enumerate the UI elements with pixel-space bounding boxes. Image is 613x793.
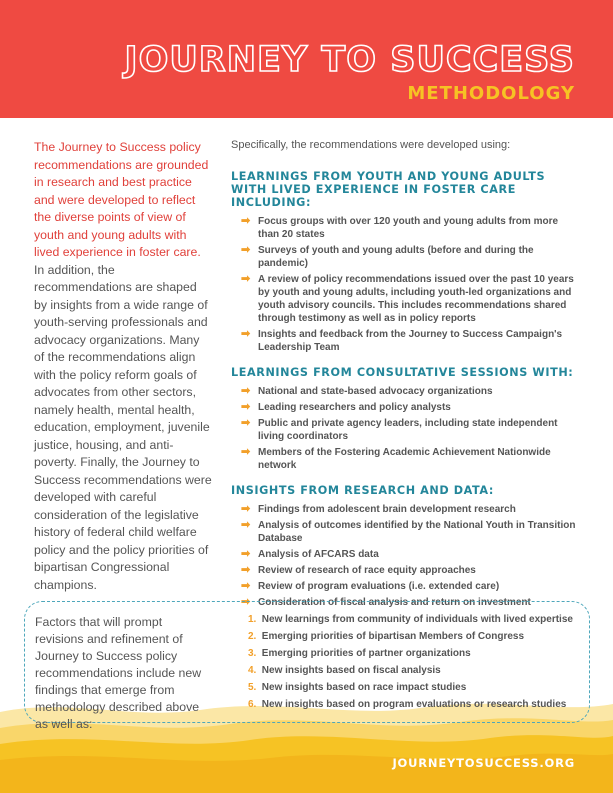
section-heading-research: INSIGHTS FROM RESEARCH AND DATA: — [231, 484, 494, 497]
arrow-right-icon: ➡ — [241, 596, 251, 608]
list-item: ➡ Analysis of AFCARS data — [241, 548, 379, 560]
arrow-right-icon: ➡ — [241, 244, 251, 256]
arrow-right-icon: ➡ — [241, 446, 251, 458]
section-heading-youth: LEARNINGS FROM YOUTH AND YOUNG ADULTS WITH LIVED EXPERIENCE IN FOSTER CARE INCLUDING: — [231, 170, 546, 209]
section-list-youth — [231, 215, 581, 354]
list-item: ➡ Review of program evaluations (i.e. extended care) — [241, 580, 500, 592]
website-link[interactable]: JOURNEYTOSUCCESS.ORG — [392, 756, 575, 770]
list-item: ➡ Consideration of fiscal analysis and return on investment — [241, 596, 531, 608]
arrow-right-icon: ➡ — [241, 564, 251, 576]
section-list-research — [231, 503, 581, 609]
list-item: ➡ Surveys of youth and young adults (before and during the pandemic) — [241, 244, 534, 269]
list-item: ➡ Members of the Fostering Academic Achievement Nationwide network — [241, 446, 551, 471]
list-item: ➡ Analysis of outcomes identified by the National Youth in Transition Database — [241, 519, 576, 544]
intro-column — [34, 139, 212, 594]
section-list-consultative — [231, 385, 581, 472]
arrow-right-icon: ➡ — [241, 215, 251, 227]
header-banner — [0, 0, 613, 118]
arrow-right-icon: ➡ — [241, 548, 251, 560]
list-item: ➡ National and state-based advocacy organizations — [241, 385, 493, 397]
list-item: 3. Emerging priorities of partner organizations — [248, 648, 471, 659]
list-item: 4. New insights based on fiscal analysis — [248, 665, 441, 676]
page-title: JOURNEY TO SUCCESS — [124, 40, 575, 80]
list-item: 2. Emerging priorities of bipartisan Members of Congress — [248, 631, 525, 642]
list-item: ➡ Findings from adolescent brain development research — [241, 503, 516, 515]
intro-body-text: In addition, the recommendations are shaped by insights from a wide range of youth-serving professionals and advocacy organizations. Many of the recommendations align with the policy reform goals of advocates from other sectors, namely health, mental health, education, employment, juvenile justice, housing, and anti-poverty. Finally, the Journey to Success recommendations were developed with careful consideration of the legislative history of federal child welfare policy and the policy priorities of bipartisan Congressional champions. — [34, 262, 212, 592]
section-heading-consultative: LEARNINGS FROM CONSULTATIVE SESSIONS WITH: — [231, 366, 574, 379]
arrow-right-icon: ➡ — [241, 385, 251, 397]
list-item: ➡ Focus groups with over 120 youth and young adults from more than 20 states — [241, 215, 559, 240]
arrow-right-icon: ➡ — [241, 417, 251, 429]
factors-list — [248, 613, 588, 715]
list-item: ➡ Public and private agency leaders, including state independent living coordinators — [241, 417, 558, 442]
arrow-right-icon: ➡ — [241, 273, 251, 285]
list-item: 6. New insights based on program evaluations or research studies — [248, 699, 567, 710]
arrow-right-icon: ➡ — [241, 401, 251, 413]
list-item: 1. New learnings from community of individuals with lived expertise — [248, 614, 573, 625]
list-item: ➡ Review of research of race equity approaches — [241, 564, 476, 576]
arrow-right-icon: ➡ — [241, 580, 251, 592]
methods-column — [231, 139, 581, 621]
arrow-right-icon: ➡ — [241, 328, 251, 340]
page-subtitle: METHODOLOGY — [407, 83, 575, 104]
factors-intro: Factors that will prompt revisions and refinement of Journey to Success policy recommendations include new findings that emerge from methodology described above as well as: — [35, 615, 202, 731]
list-item: 5. New insights based on race impact studies — [248, 682, 467, 693]
methods-intro: Specifically, the recommendations were developed using: — [231, 139, 511, 151]
intro-highlight-text: The Journey to Success policy recommendations are grounded in research and best practice and were developed to reflect the diverse points of view of youth and young adults with lived experience in foster care. — [34, 140, 209, 259]
list-item: ➡ Leading researchers and policy analysts — [241, 401, 451, 413]
list-item: ➡ A review of policy recommendations issued over the past 10 years by youth and young adults, including youth-led organizations and youth advisory councils. This includes recommendations shared through testimony as well as in policy reports — [241, 273, 574, 324]
arrow-right-icon: ➡ — [241, 519, 251, 531]
list-item: ➡ Insights and feedback from the Journey to Success Campaign's Leadership Team — [241, 328, 563, 353]
arrow-right-icon: ➡ — [241, 503, 251, 515]
